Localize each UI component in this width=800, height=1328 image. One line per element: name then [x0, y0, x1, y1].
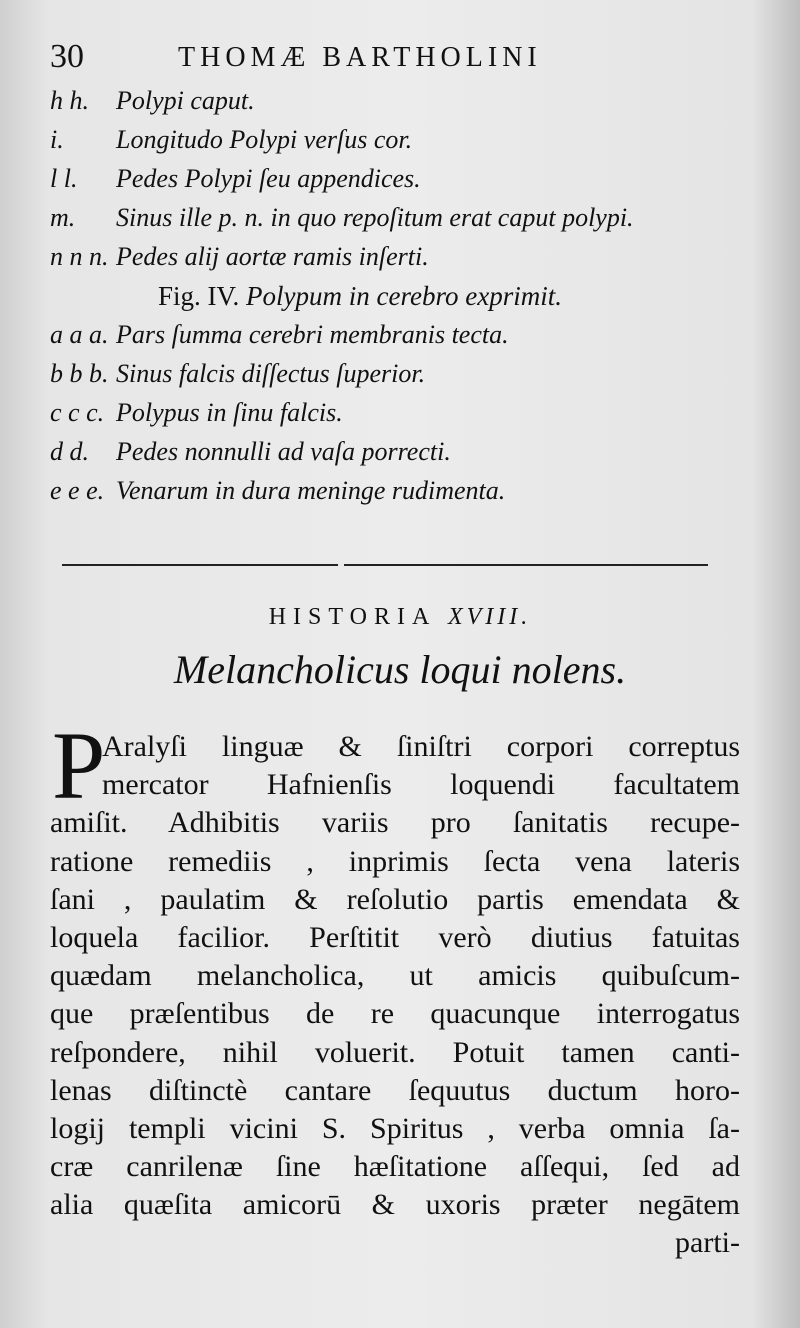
legend-row — [50, 242, 770, 281]
legend-row — [50, 320, 770, 359]
section-heading-numeral: XVIII. — [447, 604, 532, 630]
legend-text: Longitudo Polypi verſus cor. — [116, 125, 413, 154]
catchword: parti- — [675, 1226, 740, 1260]
text-line: alia quæſita amicorū & uxoris præter negātem — [50, 1188, 740, 1222]
running-head — [50, 38, 650, 82]
legend-row — [50, 86, 770, 125]
legend-key: h h. — [50, 86, 89, 115]
page-number: 30 — [50, 38, 84, 75]
text-line: lenas diſtinctè cantare ſequutus ductum horo- — [50, 1073, 740, 1107]
figure-caption-text — [158, 281, 562, 312]
legend-key: i. — [50, 125, 64, 154]
text-line: loquela facilior. Perſtitit verò diutius fatuitas — [50, 920, 740, 954]
legend-row — [50, 476, 770, 515]
legend-key: n n n. — [50, 242, 109, 271]
legend-text: Sinus falcis diſſectus ſuperior. — [116, 359, 426, 388]
legend-text: Pedes nonnulli ad vaſa porrecti. — [116, 437, 451, 466]
section-heading — [0, 604, 800, 631]
legend-key: m. — [50, 203, 76, 232]
figure-description: Polypum in cerebro exprimit. — [246, 281, 562, 311]
divider-gap — [338, 564, 344, 566]
figure-legend — [50, 86, 770, 515]
legend-text: Polypus in ſinu falcis. — [116, 398, 343, 427]
text-line: quædam melancholica, ut amicis quibuſcum- — [50, 959, 740, 993]
legend-key: b b b. — [50, 359, 109, 388]
text-line: Aralyſi linguæ & ſiniſtri corpori correptus — [102, 730, 740, 763]
text-line: que præſentibus de re quacunque interrogatus — [50, 997, 740, 1031]
legend-key: a a a. — [50, 320, 109, 349]
text-line: amiſit. Adhibitis variis pro ſanitatis recupe- — [50, 806, 740, 840]
legend-text: Sinus ille p. n. in quo repoſitum erat caput polypi. — [116, 203, 634, 232]
legend-key: l l. — [50, 164, 78, 193]
legend-row — [50, 437, 770, 476]
legend-text: Pedes Polypi ſeu appendices. — [116, 164, 421, 193]
text-line: ſani , paulatim & reſolutio partis emendata & — [50, 882, 740, 916]
body-text — [50, 712, 740, 1263]
legend-row — [50, 125, 770, 164]
legend-row — [50, 398, 770, 437]
text-line: cræ canrilenæ ſine hæſitatione aſſequi, ſed ad — [50, 1150, 740, 1184]
legend-key: e e e. — [50, 476, 105, 505]
text-line: logij templi vicini S. Spiritus , verba omnia ſa- — [50, 1111, 740, 1145]
legend-text: Pars ſumma cerebri membranis tecta. — [116, 320, 509, 349]
legend-text: Polypi caput. — [116, 86, 255, 115]
legend-row — [50, 164, 770, 203]
legend-text: Venarum in dura meninge rudimenta. — [116, 476, 506, 505]
section-divider — [62, 564, 708, 566]
legend-key: c c c. — [50, 398, 105, 427]
section-heading-word: HISTORIA — [268, 604, 435, 630]
section-subtitle: Melancholicus loqui nolens. — [173, 647, 627, 692]
legend-key: d d. — [50, 437, 89, 466]
text-line: ratione remediis , inprimis ſecta vena lateris — [50, 844, 740, 878]
legend-text: Pedes alij aortæ ramis inſerti. — [116, 242, 429, 271]
drop-cap: P — [52, 712, 106, 819]
text-line: mercator Hafnienſis loquendi facultatem — [102, 768, 740, 802]
running-title: THOMÆ BARTHOLINI — [178, 42, 542, 73]
figure-label: Fig. IV. — [158, 281, 240, 311]
text-line: reſpondere, nihil voluerit. Potuit tamen canti- — [50, 1035, 740, 1069]
figure-caption — [50, 281, 770, 320]
legend-row — [50, 203, 770, 242]
legend-row — [50, 359, 770, 398]
